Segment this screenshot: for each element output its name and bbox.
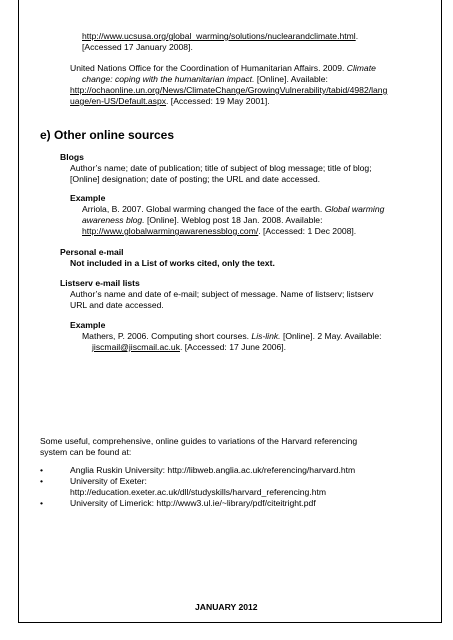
bullet-marker: •	[40, 498, 44, 508]
blogs-example-title-b: awareness blog.	[82, 215, 145, 225]
reference-un-url-part1[interactable]: http://ochaonline.un.org/News/ClimateChange/GrowingVulnerability/tabid/4982/lang	[70, 85, 388, 95]
section-heading-other-online-sources: e) Other online sources	[40, 128, 175, 142]
personal-email-note: Not included in a List of works cited, only the text.	[70, 258, 275, 268]
bullet-marker: •	[40, 476, 44, 486]
listserv-example-title: Lis-link.	[251, 331, 281, 341]
listserv-example-email[interactable]: jiscmail@jiscmail.ac.uk	[92, 342, 180, 352]
guide-item-limerick: University of Limerick: http://www3.ul.ie/~library/pdf/citeitright.pdf	[70, 498, 316, 508]
footer-date: JANUARY 2012	[195, 602, 258, 612]
listserv-example-accessed: . [Accessed: 17 June 2006].	[180, 342, 287, 352]
reference-un-accessed: . [Accessed: 19 May 2001].	[166, 96, 270, 106]
listserv-description-line1: Author’s name and date of e-mail; subject of message. Name of listserv; listserv	[70, 289, 374, 299]
reference-top-url[interactable]: http://www.ucsusa.org/global_warming/solutions/nuclearandclimate.html	[82, 31, 356, 41]
listserv-heading: Listserv e-mail lists	[60, 278, 140, 288]
blogs-description-line1: Author’s name; date of publication; title of subject of blog message; title of blog;	[70, 163, 372, 173]
guides-intro-line2: system can be found at:	[40, 447, 132, 457]
reference-un-line1	[70, 63, 376, 74]
guides-intro-line1: Some useful, comprehensive, online guides to variations of the Harvard referencing	[40, 436, 358, 446]
blogs-example-url[interactable]: http://www.globalwarmingawarenessblog.com/	[82, 226, 259, 236]
listserv-example-author: Mathers, P. 2006. Computing short courses.	[82, 331, 250, 341]
blogs-example-online: [Online]. Weblog post 18 Jan. 2008. Available:	[144, 215, 323, 225]
reference-un-url-part2[interactable]: uage/en-US/Default.aspx	[70, 96, 167, 106]
reference-un-author: United Nations Office for the Coordination of Humanitarian Affairs. 2009.	[70, 63, 345, 73]
reference-un-title-b: change: coping with the humanitarian impact.	[82, 74, 255, 84]
listserv-example-line1	[82, 331, 382, 342]
reference-top-url-tail: .	[355, 31, 359, 41]
blogs-example-label: Example	[70, 193, 106, 203]
listserv-example-label: Example	[70, 320, 106, 330]
personal-email-heading: Personal e-mail	[60, 247, 124, 257]
guide-item-anglia-ruskin: Anglia Ruskin University: http://libweb.anglia.ac.uk/referencing/harvard.htm	[70, 465, 356, 475]
reference-un-line4	[70, 96, 270, 107]
blogs-example-line2	[82, 215, 322, 226]
blogs-example-line3	[82, 226, 356, 237]
guide-item-exeter-label: University of Exeter:	[70, 476, 147, 486]
blogs-description-line2: [Online] designation; date of posting; the URL and date accessed.	[70, 174, 321, 184]
listserv-example-line2	[92, 342, 286, 353]
listserv-example-online: [Online]. 2 May. Available:	[280, 331, 382, 341]
blogs-heading: Blogs	[60, 152, 84, 162]
blogs-example-title-a: Global warming	[324, 204, 385, 214]
bullet-marker: •	[40, 465, 44, 475]
reference-top-url-line	[82, 31, 358, 42]
reference-un-title-a: Climate	[346, 63, 376, 73]
blogs-example-accessed: . [Accessed: 1 Dec 2008].	[258, 226, 357, 236]
blogs-example-author: Arriola, B. 2007. Global warming changed the face of the earth.	[82, 204, 323, 214]
guide-item-exeter-url: http://education.exeter.ac.uk/dll/studyskills/harvard_referencing.htm	[70, 487, 327, 497]
listserv-description-line2: URL and date accessed.	[70, 300, 164, 310]
reference-top-accessed: [Accessed 17 January 2008].	[82, 42, 193, 52]
blogs-example-line1	[82, 204, 384, 215]
reference-un-line2	[82, 74, 328, 85]
reference-un-online: [Online]. Available:	[254, 74, 328, 84]
